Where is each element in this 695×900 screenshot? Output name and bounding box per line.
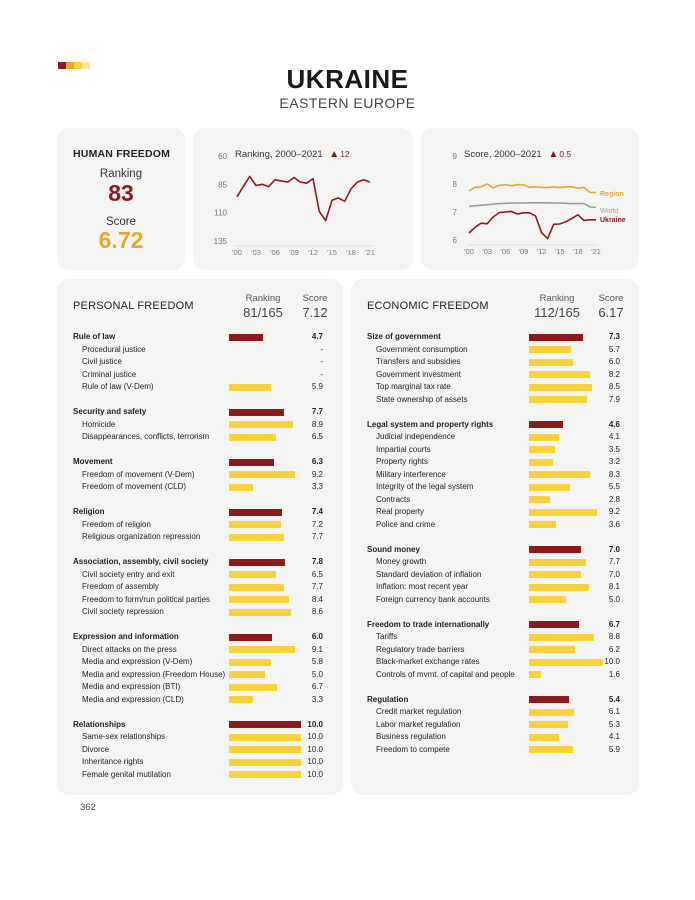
indicator-row bbox=[351, 394, 639, 407]
category-row bbox=[57, 406, 343, 419]
indicator-bar bbox=[229, 384, 271, 391]
indicator-row bbox=[351, 494, 639, 507]
indicator-label: Top marginal tax rate bbox=[376, 382, 451, 391]
indicator-bar bbox=[229, 484, 253, 491]
indicator-row bbox=[351, 469, 639, 482]
indicator-label: Religious organization repression bbox=[82, 532, 201, 541]
human-freedom-score-label: Score bbox=[105, 216, 137, 228]
x-tick-label: '12 bbox=[536, 247, 547, 256]
page-subtitle: EASTERN EUROPE bbox=[279, 95, 416, 111]
indicator-value: 6.1 bbox=[608, 707, 620, 716]
indicator-value: 9.1 bbox=[311, 644, 323, 654]
ranking-line-chart bbox=[193, 128, 413, 270]
indicator-label: Divorce bbox=[82, 744, 110, 754]
indicator-value: 8.9 bbox=[311, 419, 323, 429]
indicator-bar bbox=[529, 634, 594, 641]
change-up-icon bbox=[550, 151, 556, 157]
indicator-value: 8.8 bbox=[608, 632, 620, 641]
indicator-bar bbox=[529, 509, 597, 516]
indicator-value: 3.6 bbox=[608, 519, 620, 529]
economic-freedom-card bbox=[351, 279, 639, 795]
indicator-value: 7.2 bbox=[311, 519, 323, 529]
indicator-value: 8.2 bbox=[608, 369, 620, 379]
indicator-bar bbox=[529, 671, 541, 678]
indicator-bar bbox=[529, 734, 559, 741]
indicator-row bbox=[57, 381, 343, 394]
ranking-chart-card bbox=[193, 128, 413, 270]
x-tick-label: '09 bbox=[518, 247, 529, 256]
indicator-label: Money growth bbox=[376, 557, 427, 566]
change-up-icon bbox=[331, 151, 337, 157]
indicator-value: 3.3 bbox=[311, 482, 323, 491]
indicator-label: Homicide bbox=[82, 419, 116, 429]
category-row bbox=[57, 719, 343, 732]
indicator-row bbox=[57, 369, 343, 382]
personal-freedom-ranking: 81/165 bbox=[243, 305, 283, 320]
indicator-bar bbox=[529, 396, 587, 403]
indicator-value: 3.3 bbox=[311, 694, 323, 704]
indicator-row bbox=[351, 706, 639, 719]
indicator-bar bbox=[529, 646, 575, 653]
indicator-value: 7.7 bbox=[311, 582, 323, 591]
category-value: 7.4 bbox=[311, 507, 323, 516]
indicator-bar bbox=[529, 471, 590, 478]
indicator-value: 4.1 bbox=[608, 732, 620, 741]
indicator-row bbox=[57, 769, 343, 782]
indicator-bar bbox=[529, 571, 581, 578]
indicator-label: Government consumption bbox=[376, 344, 468, 354]
category-bar bbox=[529, 621, 579, 628]
x-tick-label: '03 bbox=[251, 248, 261, 257]
legend-label: Region bbox=[600, 191, 624, 198]
series-line-ukraine bbox=[469, 211, 596, 238]
x-tick-label: '00 bbox=[232, 248, 242, 257]
category-value: 6.0 bbox=[311, 632, 323, 641]
indicator-label: Business regulation bbox=[376, 732, 446, 741]
indicator-row bbox=[351, 344, 639, 357]
indicator-bar bbox=[529, 659, 603, 666]
indicator-row bbox=[57, 531, 343, 544]
indicator-value: 5.9 bbox=[311, 382, 323, 391]
indicator-bar bbox=[229, 421, 293, 428]
indicator-row bbox=[57, 469, 343, 482]
human-freedom-ranking: 83 bbox=[108, 180, 134, 206]
indicator-value: 8.4 bbox=[311, 594, 323, 604]
series-line-world bbox=[469, 203, 596, 208]
indicator-value: 5.8 bbox=[311, 657, 323, 666]
indicator-value: 8.3 bbox=[608, 469, 620, 479]
x-tick-label: '15 bbox=[327, 248, 337, 257]
indicator-label: Media and expression (V-Dem) bbox=[82, 657, 193, 666]
indicator-value: 6.5 bbox=[311, 569, 323, 579]
x-tick-label: '12 bbox=[308, 248, 318, 257]
x-tick-label: '06 bbox=[500, 247, 511, 256]
indicator-bar bbox=[229, 759, 301, 766]
indicator-label: Inflation: most recent year bbox=[376, 582, 469, 591]
indicator-row bbox=[351, 481, 639, 494]
indicator-label: Government investment bbox=[376, 369, 461, 379]
category-label: Association, assembly, civil society bbox=[73, 557, 209, 566]
indicator-value: 7.7 bbox=[311, 532, 323, 541]
indicator-value: - bbox=[320, 369, 323, 379]
category-label: Size of government bbox=[367, 332, 441, 341]
indicator-label: Integrity of the legal system bbox=[376, 482, 474, 491]
indicator-bar bbox=[229, 534, 284, 541]
category-row bbox=[351, 544, 639, 557]
score-chart-card bbox=[421, 128, 639, 270]
indicator-row bbox=[57, 656, 343, 669]
legend-label: World bbox=[600, 208, 619, 215]
indicator-label: Media and expression (BTI) bbox=[82, 682, 181, 691]
indicator-row bbox=[351, 381, 639, 394]
indicator-label: Standard deviation of inflation bbox=[376, 569, 482, 579]
indicator-label: Procedural justice bbox=[82, 344, 146, 354]
indicator-row bbox=[351, 506, 639, 519]
indicator-label: Black-market exchange rates bbox=[376, 657, 480, 666]
indicator-bar bbox=[229, 646, 295, 653]
indicator-label: Controls of mvmt. of capital and people bbox=[376, 669, 515, 679]
indicator-label: Freedom to form/run political parties bbox=[82, 594, 211, 604]
indicator-label: Freedom of movement (CLD) bbox=[82, 482, 187, 491]
indicator-label: Same-sex relationships bbox=[82, 732, 166, 741]
category-value: 7.3 bbox=[608, 332, 620, 341]
category-label: Sound money bbox=[367, 544, 420, 554]
indicator-row bbox=[351, 519, 639, 532]
indicator-row bbox=[351, 731, 639, 744]
indicator-label: Freedom of movement (V-Dem) bbox=[82, 469, 195, 479]
indicator-label: Credit market regulation bbox=[376, 707, 462, 716]
indicator-value: 5.9 bbox=[608, 744, 620, 754]
indicator-row bbox=[57, 569, 343, 582]
indicator-label: Criminal justice bbox=[82, 369, 137, 379]
economic-freedom-score-label: Score bbox=[598, 293, 624, 304]
indicator-bar bbox=[229, 771, 301, 778]
indicator-value: 6.2 bbox=[608, 644, 620, 654]
indicator-value: 5.0 bbox=[311, 669, 323, 679]
indicator-value: 10.0 bbox=[307, 769, 323, 779]
personal-freedom-card bbox=[57, 279, 343, 795]
indicator-label: Media and expression (Freedom House) bbox=[82, 669, 226, 679]
indicator-row bbox=[57, 431, 343, 444]
indicator-row bbox=[351, 556, 639, 569]
indicator-value: 5.3 bbox=[608, 719, 620, 729]
indicator-label: Foreign currency bank accounts bbox=[376, 594, 490, 604]
indicator-label: Real property bbox=[376, 507, 425, 516]
personal-freedom-ranking-label: Ranking bbox=[245, 293, 281, 304]
indicator-bar bbox=[529, 371, 590, 378]
indicator-label: Disappearances, conflicts, terrorism bbox=[82, 432, 210, 441]
category-row bbox=[351, 694, 639, 707]
indicator-bar bbox=[529, 434, 559, 441]
category-value: 6.3 bbox=[311, 457, 323, 466]
indicator-bar bbox=[229, 659, 271, 666]
legend-label: Ukraine bbox=[600, 217, 626, 224]
indicator-bar bbox=[529, 459, 553, 466]
x-tick-label: '21 bbox=[591, 247, 601, 256]
economic-freedom-score: 6.17 bbox=[598, 305, 624, 320]
indicator-bar bbox=[529, 596, 566, 603]
category-bar bbox=[529, 696, 569, 703]
indicator-value: 7.7 bbox=[608, 557, 620, 566]
indicator-row bbox=[57, 419, 343, 432]
indicator-bar bbox=[229, 696, 253, 703]
category-row bbox=[57, 506, 343, 519]
page-title: UKRAINE bbox=[286, 64, 409, 94]
indicator-label: Labor market regulation bbox=[376, 719, 461, 729]
chart-change-value: 0.5 bbox=[559, 149, 572, 159]
indicator-row bbox=[57, 594, 343, 607]
economic-freedom-ranking: 112/165 bbox=[533, 305, 581, 320]
indicator-row bbox=[57, 481, 343, 494]
indicator-value: 4.1 bbox=[608, 432, 620, 441]
category-value: 4.6 bbox=[608, 419, 620, 429]
category-label: Religion bbox=[73, 507, 105, 516]
indicator-bar bbox=[529, 746, 573, 753]
indicator-value: 3.2 bbox=[608, 457, 620, 466]
y-tick-label: 135 bbox=[213, 237, 227, 246]
indicator-row bbox=[57, 344, 343, 357]
series-line-region bbox=[469, 184, 596, 192]
indicator-bar bbox=[529, 721, 568, 728]
indicator-label: Civil society repression bbox=[82, 607, 164, 616]
indicator-value: 8.6 bbox=[311, 607, 323, 616]
indicator-row bbox=[351, 456, 639, 469]
indicator-bar bbox=[229, 596, 289, 603]
category-value: 7.7 bbox=[311, 407, 323, 416]
indicator-bar bbox=[529, 521, 556, 528]
indicator-bar bbox=[229, 571, 276, 578]
y-tick-label: 9 bbox=[452, 152, 457, 161]
indicator-label: Freedom of religion bbox=[82, 519, 151, 529]
category-bar bbox=[229, 459, 274, 466]
indicator-bar bbox=[529, 384, 592, 391]
indicator-label: Inheritance rights bbox=[82, 757, 144, 766]
indicator-row bbox=[351, 669, 639, 682]
indicator-label: Civil society entry and exit bbox=[82, 569, 175, 579]
economic-freedom-title: ECONOMIC FREEDOM bbox=[367, 300, 489, 312]
economic-freedom-ranking-label: Ranking bbox=[539, 293, 575, 304]
score-line-chart bbox=[421, 128, 639, 270]
x-tick-label: '18 bbox=[346, 248, 356, 257]
indicator-bar bbox=[229, 734, 301, 741]
indicator-row bbox=[57, 356, 343, 369]
category-label: Expression and information bbox=[73, 632, 179, 641]
category-bar bbox=[529, 546, 581, 553]
indicator-bar bbox=[229, 521, 281, 528]
human-freedom-card bbox=[57, 128, 185, 270]
y-tick-label: 6 bbox=[452, 236, 457, 245]
chart-change-value: 12 bbox=[340, 149, 350, 159]
y-tick-label: 85 bbox=[218, 180, 227, 190]
indicator-label: State ownership of assets bbox=[376, 394, 468, 404]
indicator-value: 5.7 bbox=[608, 344, 620, 354]
category-row bbox=[351, 619, 639, 632]
indicator-label: Transfers and subsidies bbox=[376, 357, 461, 366]
indicator-bar bbox=[529, 496, 550, 503]
indicator-value: 2.8 bbox=[608, 494, 620, 504]
x-tick-label: '00 bbox=[464, 247, 474, 256]
indicator-value: - bbox=[320, 357, 323, 366]
indicator-row bbox=[351, 444, 639, 457]
category-value: 7.8 bbox=[311, 557, 323, 566]
indicator-label: Impartial courts bbox=[376, 444, 431, 454]
category-value: 6.7 bbox=[608, 619, 620, 629]
y-tick-label: 110 bbox=[214, 208, 227, 218]
indicator-value: 9.2 bbox=[311, 469, 323, 479]
indicator-row bbox=[351, 369, 639, 382]
indicator-label: Judicial independence bbox=[376, 432, 456, 441]
indicator-bar bbox=[529, 709, 574, 716]
indicator-value: 6.5 bbox=[311, 432, 323, 441]
y-tick-label: 7 bbox=[452, 208, 457, 217]
x-tick-label: '15 bbox=[554, 247, 565, 256]
indicator-value: 10.0 bbox=[307, 757, 323, 766]
category-row bbox=[57, 556, 343, 569]
indicator-bar bbox=[529, 484, 570, 491]
indicator-row bbox=[351, 719, 639, 732]
x-tick-label: '03 bbox=[482, 247, 493, 256]
indicator-row bbox=[351, 594, 639, 607]
x-tick-label: '18 bbox=[572, 247, 583, 256]
indicator-label: Police and crime bbox=[376, 519, 436, 529]
page-number: 362 bbox=[80, 802, 96, 813]
indicator-bar bbox=[229, 609, 291, 616]
series-line-0 bbox=[237, 176, 370, 220]
category-bar bbox=[229, 334, 263, 341]
indicator-row bbox=[351, 581, 639, 594]
indicator-row bbox=[351, 656, 639, 669]
human-freedom-ranking-label: Ranking bbox=[99, 168, 143, 180]
category-bar bbox=[229, 559, 285, 566]
indicator-row bbox=[57, 731, 343, 744]
category-value: 10.0 bbox=[307, 719, 323, 729]
indicator-value: 10.0 bbox=[604, 657, 620, 666]
indicator-bar bbox=[229, 671, 265, 678]
category-label: Regulation bbox=[367, 694, 409, 704]
indicator-label: Freedom to compete bbox=[376, 744, 450, 754]
personal-freedom-score-label: Score bbox=[302, 293, 328, 304]
indicator-row bbox=[351, 744, 639, 757]
indicator-bar bbox=[229, 434, 276, 441]
category-row bbox=[57, 456, 343, 469]
indicator-value: 10.0 bbox=[307, 732, 323, 741]
indicator-row bbox=[57, 756, 343, 769]
indicator-row bbox=[57, 519, 343, 532]
indicator-row bbox=[351, 569, 639, 582]
indicator-row bbox=[57, 644, 343, 657]
indicator-value: 3.5 bbox=[608, 444, 620, 454]
indicator-label: Property rights bbox=[376, 457, 429, 466]
indicator-value: 9.2 bbox=[608, 507, 620, 516]
category-label: Relationships bbox=[73, 719, 126, 729]
indicator-label: Media and expression (CLD) bbox=[82, 694, 184, 704]
indicator-bar bbox=[229, 584, 284, 591]
category-row bbox=[351, 419, 639, 432]
category-row bbox=[57, 331, 343, 344]
indicator-value: 5.5 bbox=[608, 482, 620, 491]
indicator-row bbox=[57, 744, 343, 757]
human-freedom-title: HUMAN FREEDOM bbox=[73, 148, 171, 160]
x-tick-label: '21 bbox=[365, 248, 375, 257]
chart-title: Score, 2000–2021 bbox=[464, 149, 542, 160]
indicator-bar bbox=[529, 559, 586, 566]
indicator-label: Female genital mutilation bbox=[82, 769, 171, 779]
indicator-value: - bbox=[320, 344, 323, 354]
indicator-value: 8.1 bbox=[608, 582, 620, 591]
human-freedom-score: 6.72 bbox=[98, 227, 144, 253]
indicator-row bbox=[351, 356, 639, 369]
category-bar bbox=[229, 634, 272, 641]
indicator-value: 5.0 bbox=[608, 594, 620, 604]
y-tick-label: 60 bbox=[218, 152, 227, 161]
category-bar bbox=[529, 421, 563, 428]
category-label: Freedom to trade internationally bbox=[367, 619, 490, 629]
y-tick-label: 8 bbox=[452, 180, 457, 189]
indicator-row bbox=[57, 581, 343, 594]
indicator-value: 6.7 bbox=[311, 682, 323, 691]
indicator-row bbox=[351, 644, 639, 657]
indicator-bar bbox=[229, 684, 277, 691]
indicator-label: Rule of law (V-Dem) bbox=[82, 382, 154, 391]
chart-title: Ranking, 2000–2021 bbox=[235, 149, 323, 160]
category-row bbox=[351, 331, 639, 344]
indicator-row bbox=[57, 606, 343, 619]
category-bar bbox=[229, 409, 284, 416]
x-tick-label: '09 bbox=[289, 248, 299, 257]
indicator-bar bbox=[529, 446, 555, 453]
indicator-bar bbox=[229, 471, 295, 478]
indicator-value: 7.0 bbox=[608, 569, 620, 579]
indicator-value: 1.6 bbox=[608, 669, 620, 679]
indicator-row bbox=[57, 694, 343, 707]
indicator-value: 7.9 bbox=[608, 394, 620, 404]
category-row bbox=[57, 631, 343, 644]
indicator-row bbox=[351, 631, 639, 644]
indicator-label: Military interference bbox=[376, 469, 446, 479]
x-tick-label: '06 bbox=[270, 248, 280, 257]
indicator-label: Contracts bbox=[376, 494, 411, 504]
indicator-row bbox=[57, 681, 343, 694]
indicator-label: Direct attacks on the press bbox=[82, 644, 177, 654]
category-label: Legal system and property rights bbox=[367, 419, 494, 429]
indicator-label: Tariffs bbox=[376, 632, 398, 641]
indicator-value: 10.0 bbox=[307, 744, 323, 754]
indicator-label: Regulatory trade barriers bbox=[376, 644, 465, 654]
category-bar bbox=[529, 334, 583, 341]
indicator-bar bbox=[529, 346, 571, 353]
category-label: Rule of law bbox=[73, 332, 116, 341]
indicator-bar bbox=[529, 584, 589, 591]
category-label: Movement bbox=[73, 457, 113, 466]
category-value: 4.7 bbox=[311, 332, 323, 341]
category-value: 5.4 bbox=[608, 694, 620, 704]
indicator-label: Civil justice bbox=[82, 357, 123, 366]
indicator-row bbox=[351, 431, 639, 444]
category-bar bbox=[229, 509, 282, 516]
personal-freedom-title: PERSONAL FREEDOM bbox=[73, 300, 194, 312]
personal-freedom-score: 7.12 bbox=[302, 305, 328, 320]
indicator-row bbox=[57, 669, 343, 682]
category-bar bbox=[229, 721, 301, 728]
indicator-bar bbox=[229, 746, 301, 753]
indicator-bar bbox=[529, 359, 573, 366]
indicator-value: 8.5 bbox=[608, 382, 620, 391]
indicator-label: Freedom of assembly bbox=[82, 582, 159, 591]
indicator-value: 6.0 bbox=[608, 357, 620, 366]
category-value: 7.0 bbox=[608, 544, 620, 554]
category-label: Security and safety bbox=[73, 407, 147, 416]
